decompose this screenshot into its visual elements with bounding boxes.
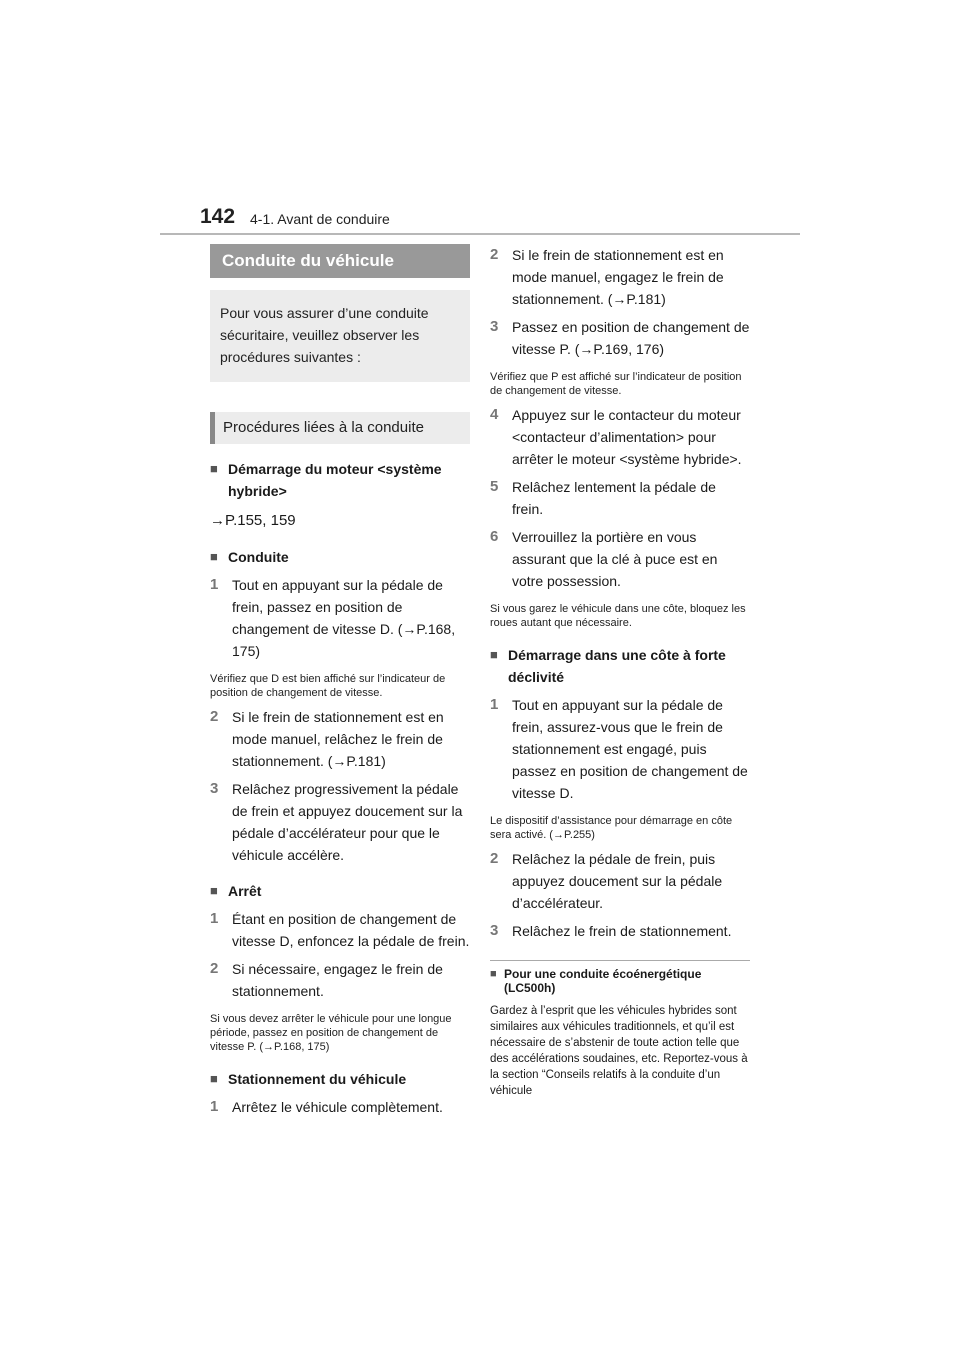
step-item (490, 848, 750, 914)
step-item (490, 404, 750, 470)
eco-heading-text: Pour une conduite écoénergétique (LC500h) (504, 967, 702, 995)
step-item (490, 244, 750, 310)
chapter-title: Conduite du véhicule (210, 244, 470, 278)
note: Le dispositif d’assistance pour démarrage en côte sera activé. (→P.255) (490, 815, 733, 841)
driving-heading (210, 546, 470, 568)
step-item (210, 778, 470, 866)
section-title: 4-1. Avant de conduire (250, 211, 390, 227)
parking-heading (210, 1068, 470, 1090)
square-bullet-icon: ■ (210, 883, 218, 898)
step-item (490, 920, 750, 942)
step-text: Relâchez progressivement la pédale de frein et appuyez doucement sur la pédale d’accélérateur pour que le véhicule accélère. (232, 781, 463, 863)
step-number: 2 (210, 960, 219, 977)
step-number: 1 (210, 910, 219, 927)
step-item (490, 316, 750, 360)
square-bullet-icon: ■ (490, 647, 498, 662)
left-column (210, 244, 470, 1118)
subsection-divider (490, 960, 750, 961)
note: Si vous devez arrêter le véhicule pour une longue période, passez en position de changement de vitesse P. (→P.168, 175) (210, 1013, 452, 1053)
step-item (490, 476, 750, 520)
step-number: 3 (490, 922, 499, 939)
step-number: 2 (490, 246, 499, 263)
note: Vérifiez que P est affiché sur l’indicateur de position de changement de vitesse. (490, 371, 742, 397)
step-item (210, 1096, 470, 1118)
eco-body: Gardez à l’esprit que les véhicules hybrides sont similaires aux véhicules traditionnels, et qu’il est nécessaire de s’abstenir de toute action telle que des accélérations soudaines, etc. Reportez-vous à la section “Conseils relatifs à la conduite d’un véhicule (490, 1005, 748, 1097)
step-item (210, 958, 470, 1002)
hill-heading-text: Démarrage dans une côte à forte déclivité (508, 647, 726, 685)
eco-heading (490, 967, 750, 995)
square-bullet-icon: ■ (210, 1071, 218, 1086)
step-number: 1 (210, 1098, 219, 1115)
step-text: Arrêtez le véhicule complètement. (232, 1099, 443, 1115)
step-number: 3 (490, 318, 499, 335)
square-bullet-icon: ■ (210, 549, 218, 564)
step-text: Passez en position de changement de vitesse P. (→P.169, 176) (512, 319, 750, 357)
intro-box: Pour vous assurer d’une conduite sécuritaire, veuillez observer les procédures suivantes : (210, 290, 470, 382)
step-text: Appuyez sur le contacteur du moteur <contacteur d’alimentation> pour arrêter le moteur <système hybride>. (512, 407, 742, 467)
note: Si vous garez le véhicule dans une côte, bloquez les roues autant que nécessaire. (490, 603, 746, 629)
step-number: 2 (210, 708, 219, 725)
step-text: Relâchez la pédale de frein, puis appuyez doucement sur la pédale d’accélérateur. (512, 851, 723, 911)
start-ref: →P.155, 159 (210, 512, 296, 529)
page-number: 142 (200, 205, 236, 228)
step-item (490, 526, 750, 592)
step-text: Si le frein de stationnement est en mode manuel, relâchez le frein de stationnement. (→P.181) (232, 709, 444, 769)
start-heading (210, 458, 470, 502)
square-bullet-icon: ■ (490, 968, 497, 980)
step-text: Si nécessaire, engagez le frein de stationnement. (232, 961, 443, 999)
procedures-title: Procédures liées à la conduite (210, 412, 470, 444)
step-number: 3 (210, 780, 219, 797)
right-column (490, 244, 750, 1099)
step-text: Tout en appuyant sur la pédale de frein, assurez-vous que le frein de stationnement est engagé, puis passez en position de changement de vitesse D. (512, 697, 748, 801)
step-number: 1 (210, 576, 219, 593)
header-divider (160, 233, 800, 235)
driving-heading-text: Conduite (228, 549, 289, 565)
start-heading-text: Démarrage du moteur <système hybride> (228, 461, 442, 499)
stop-heading (210, 880, 470, 902)
step-number: 1 (490, 696, 499, 713)
hill-heading (490, 644, 750, 688)
step-text: Si le frein de stationnement est en mode manuel, engagez le frein de stationnement. (→P.181) (512, 247, 724, 307)
step-number: 4 (490, 406, 499, 423)
step-text: Relâchez le frein de stationnement. (512, 923, 732, 939)
step-item (490, 694, 750, 804)
step-item (210, 574, 470, 662)
parking-heading-text: Stationnement du véhicule (228, 1071, 407, 1087)
note: Vérifiez que D est bien affiché sur l’indicateur de position de changement de vitesse. (210, 673, 446, 699)
page-header (160, 205, 800, 235)
step-item (210, 908, 470, 952)
step-number: 2 (490, 850, 499, 867)
step-text: Étant en position de changement de vitesse D, enfoncez la pédale de frein. (232, 911, 470, 949)
step-number: 5 (490, 478, 499, 495)
step-text: Relâchez lentement la pédale de frein. (512, 479, 716, 517)
square-bullet-icon: ■ (210, 461, 218, 476)
step-text: Verrouillez la portière en vous assurant que la clé à puce est en votre possession. (512, 529, 718, 589)
step-text: Tout en appuyant sur la pédale de frein, passez en position de changement de vitesse D. (→P.168, 175) (232, 577, 456, 659)
step-number: 6 (490, 528, 499, 545)
stop-heading-text: Arrêt (228, 883, 262, 899)
step-item (210, 706, 470, 772)
